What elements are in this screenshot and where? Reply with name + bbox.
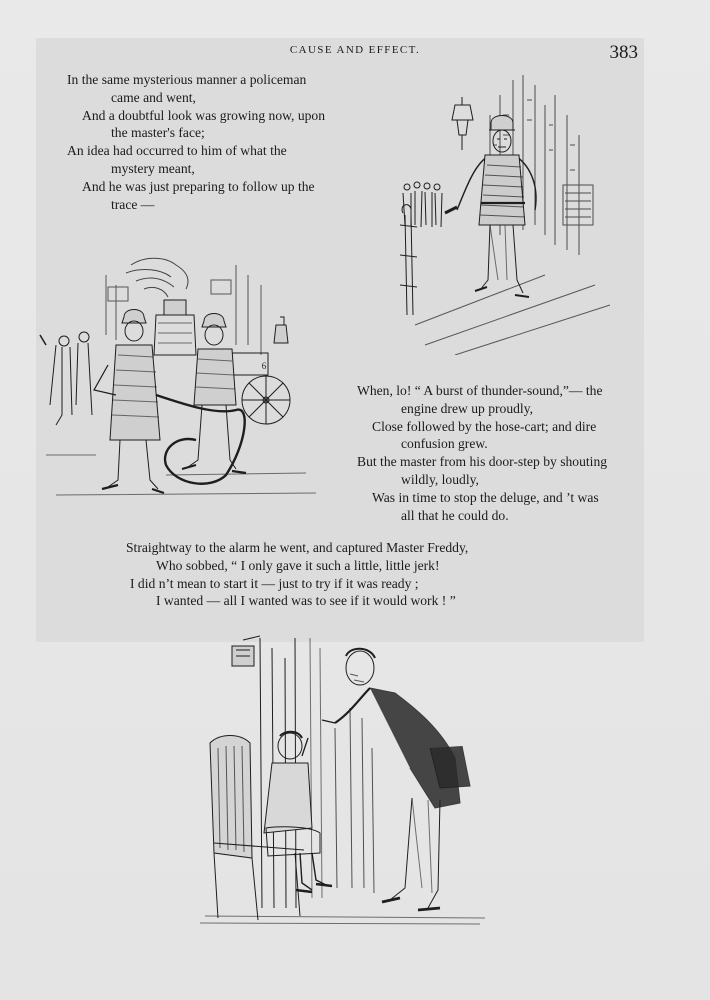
stanza-line: And a doubtful look was growing now, upon [82, 107, 326, 123]
stanza-line: And he was just preparing to follow up the [82, 178, 315, 194]
stanza-line: When, lo! “ A burst of thunder-sound,”— the [357, 383, 603, 398]
stanza-line: Close followed by the hose-cart; and dire [372, 418, 597, 434]
stanza-line: engine drew up proudly, [401, 400, 534, 416]
stanza-line: trace — [111, 196, 155, 212]
stanza-line: mystery meant, [111, 160, 195, 176]
stanza-line: But the master from his door-step by shouting [357, 454, 608, 470]
stanza-line: I did n’t mean to start it — just to try if it was ready ; [130, 575, 419, 591]
man-figure [322, 649, 470, 910]
running-head: CAUSE AND EFFECT. [289, 44, 421, 56]
railing [400, 205, 417, 315]
crowd [40, 332, 92, 425]
scolding-illustration [200, 628, 490, 928]
stanza-1 [67, 71, 325, 213]
firemen-illustration [36, 245, 326, 510]
stanza-line: Straightway to the alarm he went, and captured Master Freddy, [126, 540, 469, 555]
smoke-plume [126, 258, 188, 297]
stanza-line: Who sobbed, “ I only gave it such a little, little jerk! [156, 557, 440, 573]
policeman-figure [445, 116, 536, 298]
fireman-figure [94, 310, 164, 494]
stanza-line: wildly, loudly, [401, 471, 479, 487]
stanza-line: I wanted — all I wanted was to see if it would work ! ” [156, 593, 456, 609]
engine-number: 6 [261, 361, 267, 371]
stanza-line: confusion grew. [401, 436, 488, 452]
stanza-2 [357, 382, 607, 524]
stanza-line: came and went, [111, 89, 196, 105]
stanza-line: An idea had occurred to him of what the [67, 143, 287, 159]
stanza-line: all that he could do. [401, 507, 509, 523]
crowd [403, 182, 442, 227]
stanza-3 [126, 539, 468, 610]
fire-alarm-box-icon [232, 636, 260, 666]
page-number: 383 [609, 42, 638, 63]
stanza-line: Was in time to stop the deluge, and ’t was [372, 489, 599, 505]
stanza-line: the master's face; [111, 125, 205, 141]
street-lamp-icon [452, 97, 473, 150]
fire-hose [156, 395, 245, 484]
policeman-illustration [395, 75, 615, 355]
stanza-line: In the same mysterious manner a policeman [67, 72, 307, 87]
